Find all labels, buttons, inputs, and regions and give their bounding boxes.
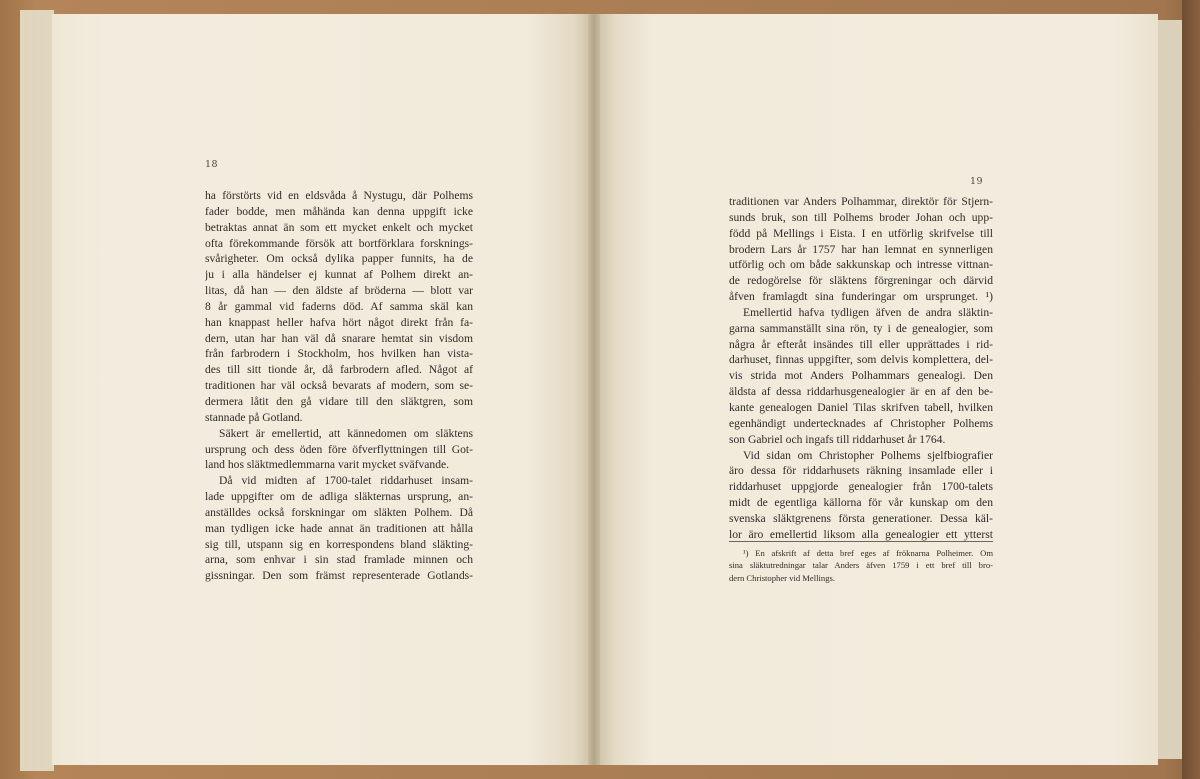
text-line: kante genealogen Daniel Tilas skrifven tabell, hvilken bbox=[729, 400, 993, 414]
text-line: Då vid midten af 1700-talet riddarhuset insam- bbox=[219, 474, 473, 488]
left-page-number: 18 bbox=[205, 159, 219, 170]
left-page-stack-edge bbox=[20, 10, 54, 771]
text-line: traditionen var Anders Polhammar, direktör för Stjern- bbox=[729, 195, 993, 208]
text-line: des till sitt tionde år, då farbrodern afled. Något af bbox=[205, 363, 473, 377]
text-line: utförlig och om både sakkunskap och intresse vittnan- bbox=[729, 258, 993, 272]
text-line: darhuset, finnas uppgifter, som delvis komplettera, del- bbox=[729, 353, 993, 367]
text-line: brodern Lars år 1757 har han lemnat en synnerligen bbox=[729, 242, 993, 256]
text-line: litas, då han — den äldste af bröderna — blott var bbox=[205, 284, 473, 298]
book-cover-right-edge bbox=[1182, 0, 1200, 779]
text-line: 8 år gammal vid faderns död. Af samma skäl kan bbox=[205, 299, 473, 313]
footnote-divider bbox=[729, 541, 993, 542]
text-line: stannade på Gotland. bbox=[205, 410, 303, 424]
text-line: ursprung och dess öden före öfverflyttningen till Got- bbox=[205, 442, 473, 456]
text-line: arna, som enhvar i sin stad framlade minnen och bbox=[205, 553, 473, 567]
right-page-body-text bbox=[729, 194, 993, 543]
text-line: från farbrodern i Stockholm, hos hvilken han vista- bbox=[205, 347, 473, 361]
text-line: egenhändigt undertecknades af Christopher Polhems bbox=[729, 416, 993, 430]
text-line: svenska släktgrenens första generationer. Dessa käl- bbox=[729, 511, 993, 525]
text-line: man tydligen icke hade annat än traditionen att hålla bbox=[205, 521, 473, 535]
text-line: midt de egentliga källorna för vår kunskap om den bbox=[729, 496, 993, 510]
text-line: Emellertid hafva tydligen äfven de andra släktin- bbox=[743, 305, 993, 319]
text-line: äro dessa för riddarhusets räkning insamlade eller i bbox=[729, 464, 993, 478]
text-line: sunds bruk, son till Polhems broder Johan och upp- bbox=[729, 210, 993, 224]
text-line: Vid sidan om Christopher Polhems sjelfbiografier bbox=[743, 448, 993, 462]
text-line: betraktas annat än som ett mycket enkelt och mycket bbox=[205, 220, 473, 234]
left-page-body-text bbox=[205, 188, 473, 584]
text-line: åfven framlagdt sina funderingar om ursprunget. ¹) bbox=[729, 290, 993, 304]
right-page-footnotes bbox=[729, 547, 993, 584]
text-line: fader bodde, men måhända kan denna uppgift icke bbox=[205, 204, 473, 218]
book-gutter bbox=[588, 14, 600, 765]
text-line: gissningar. Den som främst representerade Gotlands- bbox=[205, 569, 473, 583]
text-line: son Gabriel och ingafs till riddarhuset år 1764. bbox=[729, 432, 946, 446]
text-line: dern, utan har han väl då snarare hemtat sin visdom bbox=[205, 331, 473, 345]
text-line: anställdes också forskningar om släkten Polhem. Då bbox=[205, 505, 473, 519]
text-line: vis strida mot Anders Polhammars genealogi. Den bbox=[729, 369, 993, 383]
text-line: lor äro emellertid liksom alla genealogier ett ytterst bbox=[729, 527, 993, 541]
text-line: de redogörelse för släktens förgreningar och därvid bbox=[729, 274, 993, 288]
text-line: dermera låtit den gå vidare till den släktgren, som bbox=[205, 394, 473, 408]
footnote-line: sina släktutredningar talar Anders äfven 1759 i ett bref till bro- bbox=[729, 560, 993, 571]
text-line: äldsta af dessa riddarhusgenealogier är en af den be- bbox=[729, 385, 993, 399]
footnote-line: dern Christopher vid Mellings. bbox=[729, 572, 835, 583]
text-line: ha förstörts vid en eldsvåda å Nystugu, där Polhems bbox=[205, 189, 473, 202]
text-line: några år efteråt insändes till eller upprättades i rid- bbox=[729, 337, 993, 351]
text-line: ofta förekommande försök att bortförklara forsknings- bbox=[205, 236, 473, 250]
text-line: född på Mellings i Eista. I en utförlig skrifvelse till bbox=[729, 226, 993, 240]
text-line: han knappast heller hafva hört något direkt från fa- bbox=[205, 315, 473, 329]
footnote-line: ¹) En afskrift af detta bref eges af fröknarna Polheimer. Om bbox=[743, 548, 993, 558]
text-line: ju i alla händelser ej kunnat af Polhem direkt an- bbox=[205, 268, 473, 282]
text-line: garna sammanställt sina rön, ty i de genealogier, som bbox=[729, 321, 993, 335]
text-line: traditionen har väl också bevarats af modern, som se- bbox=[205, 379, 473, 393]
right-page-number: 19 bbox=[970, 176, 984, 187]
text-line: land hos släktmedlemmarna varit mycket sväfvande. bbox=[205, 458, 450, 472]
text-line: Säkert är emellertid, att kännedomen om släktens bbox=[219, 426, 473, 440]
text-line: svårigheter. Om också dylika papper funnits, ha de bbox=[205, 252, 473, 266]
text-line: sig till, utspann sig en korrespondens bland släkting- bbox=[205, 537, 473, 551]
right-page-stack-edge bbox=[1158, 20, 1182, 759]
text-line: lade uppgifter om de adliga släkternas ursprung, an- bbox=[205, 490, 473, 504]
text-line: riddarhuset uppgjorde genealogier från 1700-talets bbox=[729, 480, 993, 494]
